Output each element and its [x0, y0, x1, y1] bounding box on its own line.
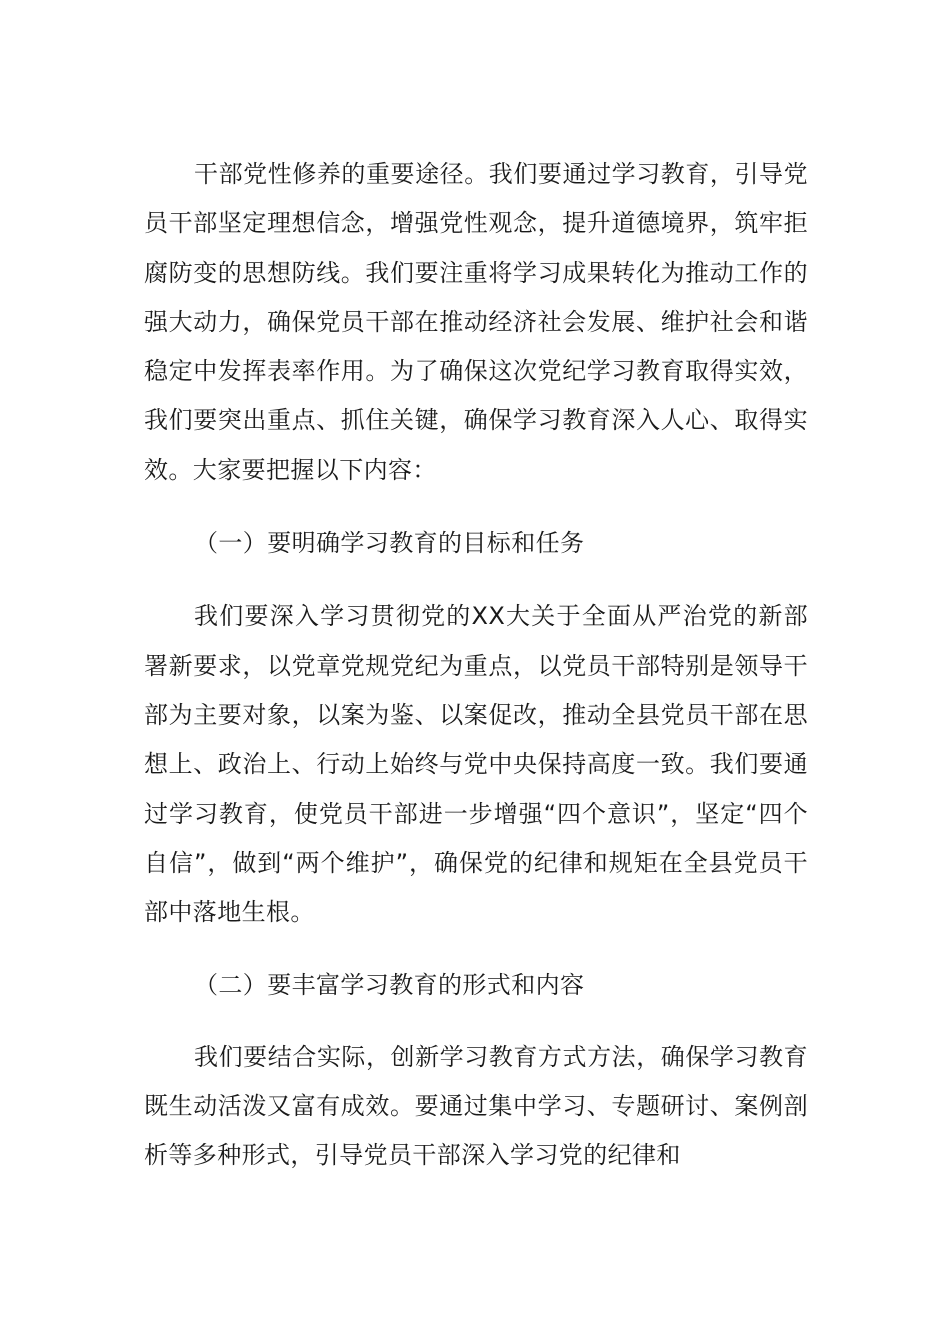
paragraph-2: 我们要深入学习贯彻党的XX大关于全面从严治党的新部署新要求，以党章党规党纪为重点，以党员干部特别是领导干部为主要对象，以案为鉴、以案促改，推动全县党员干部在思想上、政治上、行动上始终与党中央保持高度一致。我们要通过学习教育，使党员干部进一步增强“四个意识”，坚定“四个自信”，做到“两个维护”，确保党的纪律和规矩在全县党员干部中落地生根。 [144, 602, 808, 927]
spacer [144, 568, 808, 592]
document-body [144, 150, 808, 1181]
spacer [144, 937, 808, 961]
section-heading-1: （一）要明确学习教育的目标和任务 [194, 529, 585, 558]
section-heading-2: （二）要丰富学习教育的形式和内容 [194, 971, 585, 1000]
paragraph-1: 干部党性修养的重要途径。我们要通过学习教育，引导党员干部坚定理想信念，增强党性观念，提升道德境界，筑牢拒腐防变的思想防线。我们要注重将学习成果转化为推动工作的强大动力，确保党员干部在推动经济社会发展、维护社会和谐稳定中发挥表率作用。为了确保这次党纪学习教育取得实效，我们要突出重点、抓住关键，确保学习教育深入人心、取得实效。大家要把握以下内容： [144, 160, 808, 484]
spacer [144, 495, 808, 519]
paragraph-3: 我们要结合实际，创新学习教育方式方法，确保学习教育既生动活泼又富有成效。要通过集中学习、专题研讨、案例剖析等多种形式，引导党员干部深入学习党的纪律和 [144, 1042, 808, 1170]
spacer [144, 1011, 808, 1033]
